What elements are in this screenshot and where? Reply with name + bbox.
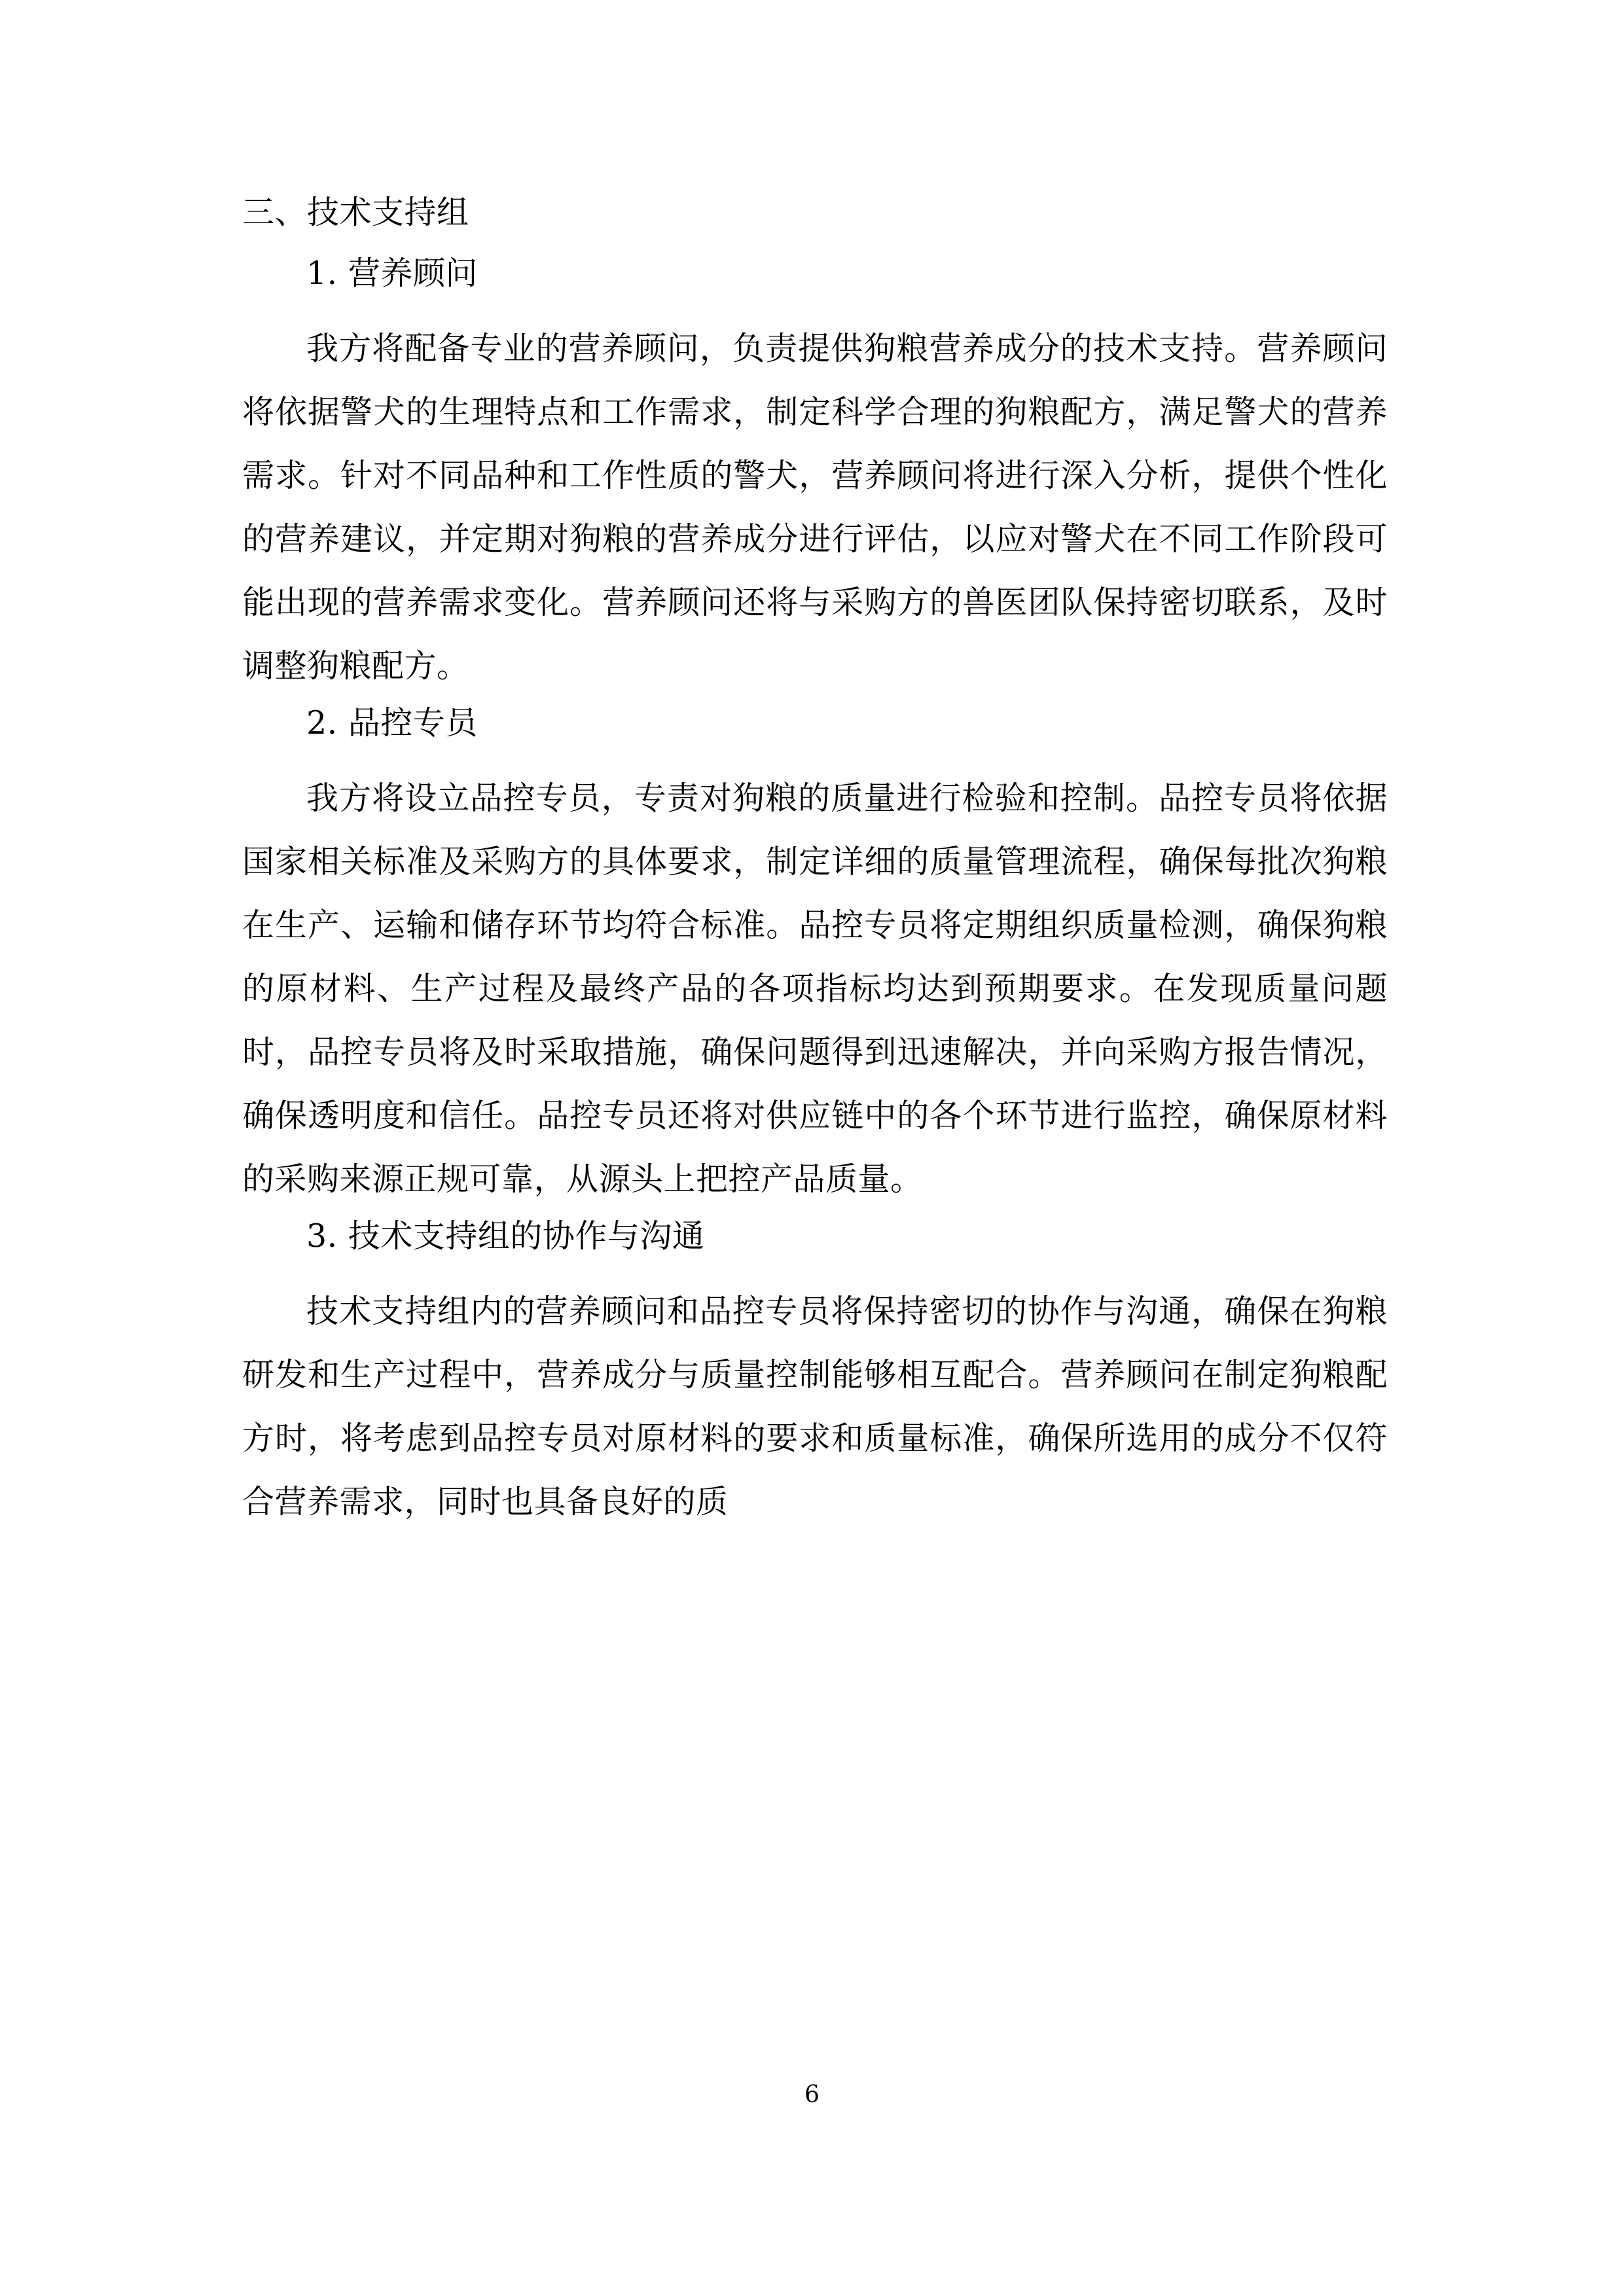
subheading-collaboration-and-communication: 3. 技术支持组的协作与沟通	[306, 1217, 705, 1255]
paragraph-nutrition-advisor: 我方将配备专业的营养顾问，负责提供狗粮营养成分的技术支持。营养顾问将依据警犬的生理特点和工作需求，制定科学合理的狗粮配方，满足警犬的营养需求。针对不同品种和工作性质的警犬，营养顾问将进行深入分析，提供个性化的营养建议，并定期对狗粮的营养成分进行评估，以应对警犬在不同工作阶段可能出现的营养需求变化。营养顾问还将与采购方的兽医团队保持密切联系，及时调整狗粮配方。	[242, 330, 1388, 685]
page-number: 6	[804, 2081, 820, 2108]
page-content	[242, 196, 1388, 1540]
subheading-nutrition-advisor: 1. 营养顾问	[306, 255, 478, 292]
paragraph-quality-control-specialist: 我方将设立品控专员，专责对狗粮的质量进行检验和控制。品控专员将依据国家相关标准及采购方的具体要求，制定详细的质量管理流程，确保每批次狗粮在生产、运输和储存环节均符合标准。品控专员将定期组织质量检测，确保狗粮的原材料、生产过程及最终产品的各项指标均达到预期要求。在发现质量问题时，品控专员将及时采取措施，确保问题得到迅速解决，并向采购方报告情况，确保透明度和信任。品控专员还将对供应链中的各个环节进行监控，确保原材料的采购来源正规可靠，从源头上把控产品质量。	[242, 780, 1388, 1198]
subheading-quality-control-specialist: 2. 品控专员	[306, 704, 478, 742]
section-heading-technical-support-group: 三、技术支持组	[242, 194, 469, 231]
paragraph-collaboration-and-communication: 技术支持组内的营养顾问和品控专员将保持密切的协作与沟通，确保在狗粮研发和生产过程中，营养成分与质量控制能够相互配合。营养顾问在制定狗粮配方时，将考虑到品控专员对原材料的要求和质量标准，确保所选用的成分不仅符合营养需求，同时也具备良好的质	[242, 1293, 1388, 1520]
